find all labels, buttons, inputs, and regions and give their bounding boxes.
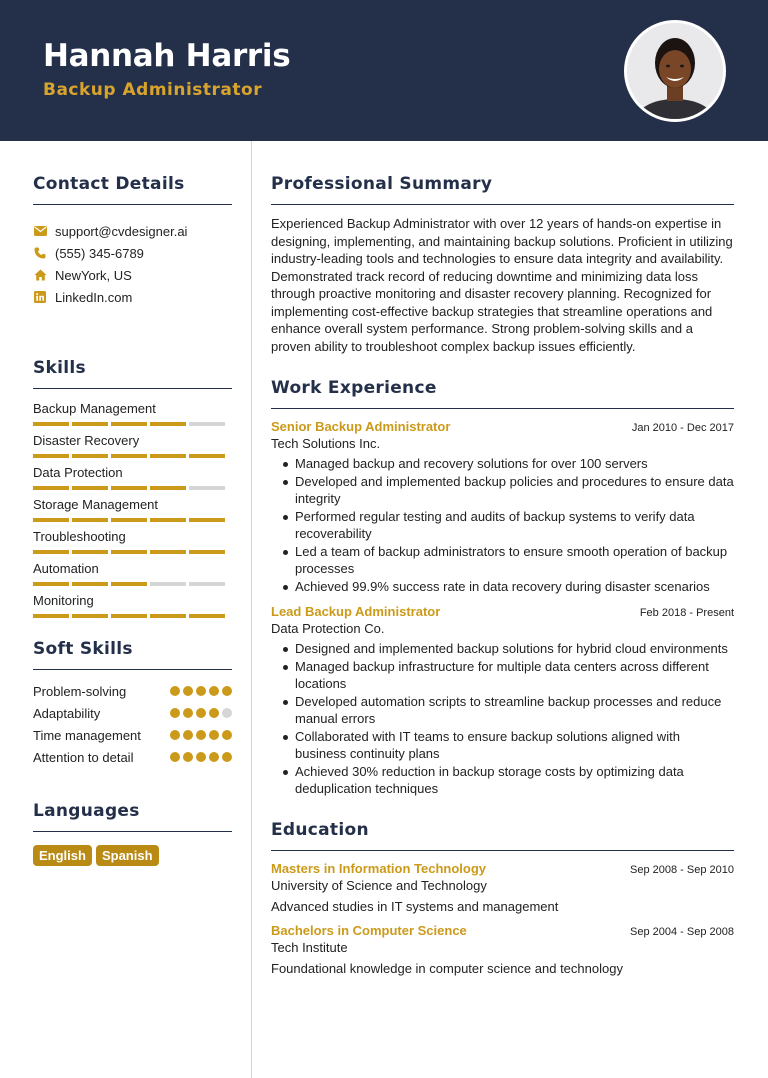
skill-level-segment <box>33 614 69 618</box>
contact-list <box>33 220 232 308</box>
language-badge: English <box>33 845 92 866</box>
skill-level-segment <box>189 550 225 554</box>
skill-level-segment <box>150 550 186 554</box>
skills-title: Skills <box>33 358 232 389</box>
contact-linkedin <box>33 286 232 308</box>
skill-level-segment <box>33 454 69 458</box>
job-bullet: Managed backup and recovery solutions for over 100 servers <box>271 455 734 473</box>
job-bullet: Developed automation scripts to streamline backup processes and reduce manual errors <box>271 693 734 728</box>
skill-level-bar <box>33 486 232 490</box>
skill-level-segment <box>111 486 147 490</box>
summary-title: Professional Summary <box>271 174 734 205</box>
skill-level-segment <box>189 518 225 522</box>
skill-level-segment <box>111 518 147 522</box>
skill-item <box>33 465 232 497</box>
soft-skills-section <box>33 639 232 766</box>
linkedin-icon <box>33 290 47 304</box>
rating-dot <box>183 686 193 696</box>
contact-section <box>33 174 232 308</box>
rating-dot <box>209 730 219 740</box>
soft-skill-rating <box>167 749 232 762</box>
soft-skill-item <box>33 683 232 700</box>
soft-skill-item <box>33 749 232 766</box>
soft-skill-label: Attention to detail <box>33 750 134 765</box>
skill-level-segment <box>150 422 186 426</box>
rating-dot <box>209 708 219 718</box>
job-company: Tech Solutions Inc. <box>271 436 381 451</box>
job-bullets <box>271 640 734 798</box>
rating-dot <box>222 708 232 718</box>
rating-dot <box>196 686 206 696</box>
job-bullet: Managed backup infrastructure for multiple data centers across different locations <box>271 658 734 693</box>
skill-label: Storage Management <box>33 497 159 512</box>
school-name: Tech Institute <box>271 939 348 955</box>
rating-dot <box>196 730 206 740</box>
candidate-role: Backup Administrator <box>43 80 263 100</box>
job-title: Lead Backup Administrator <box>271 604 441 619</box>
rating-dot <box>222 686 232 696</box>
languages-section <box>33 801 232 866</box>
rating-dot <box>170 752 180 762</box>
degree-title: Masters in Information Technology <box>271 860 487 876</box>
languages-title: Languages <box>33 801 232 832</box>
skills-list <box>33 401 232 625</box>
skill-item <box>33 401 232 433</box>
skill-level-segment <box>111 582 147 586</box>
soft-skill-label: Adaptability <box>33 706 101 721</box>
education-section <box>271 820 734 976</box>
job-bullet: Performed regular testing and audits of backup systems to verify data recoverability <box>271 508 734 543</box>
skill-item <box>33 497 232 529</box>
job-entry <box>271 604 734 798</box>
left-column <box>33 174 232 866</box>
work-title: Work Experience <box>271 378 734 409</box>
right-column <box>271 174 734 976</box>
job-bullet: Led a team of backup administrators to ensure smooth operation of backup processes <box>271 543 734 578</box>
job-bullets <box>271 455 734 595</box>
skill-level-segment <box>33 518 69 522</box>
job-bullet: Designed and implemented backup solutions for hybrid cloud environments <box>271 640 734 658</box>
skill-label: Disaster Recovery <box>33 433 140 448</box>
skill-level-segment <box>72 614 108 618</box>
skill-level-segment <box>150 518 186 522</box>
skill-level-segment <box>150 454 186 458</box>
degree-title: Bachelors in Computer Science <box>271 922 467 938</box>
job-date: Feb 2018 - Present <box>639 607 734 619</box>
job-bullet: Developed and implemented backup policies and procedures to ensure data integrity <box>271 473 734 508</box>
education-date: Sep 2008 - Sep 2010 <box>630 863 734 876</box>
education-title: Education <box>271 820 734 851</box>
skill-level-bar <box>33 582 232 586</box>
rating-dot <box>183 752 193 762</box>
education-entry <box>271 861 734 914</box>
skill-level-segment <box>111 614 147 618</box>
contact-email <box>33 220 232 242</box>
skill-level-segment <box>72 422 108 426</box>
education-entry <box>271 923 734 976</box>
profile-photo <box>624 20 726 122</box>
skill-level-bar <box>33 454 232 458</box>
education-date: Sep 2004 - Sep 2008 <box>630 925 734 938</box>
language-badge: Spanish <box>96 845 159 866</box>
skill-level-segment <box>189 422 225 426</box>
education-description: Advanced studies in IT systems and management <box>271 898 559 914</box>
candidate-name: Hannah Harris <box>43 38 291 74</box>
column-divider <box>251 141 252 1078</box>
contact-phone <box>33 242 232 264</box>
contact-linkedin-text[interactable]: LinkedIn.com <box>55 289 133 305</box>
skill-level-segment <box>150 486 186 490</box>
skill-level-segment <box>72 486 108 490</box>
skill-level-bar <box>33 422 232 426</box>
rating-dot <box>183 708 193 718</box>
contact-location <box>33 264 232 286</box>
rating-dot <box>222 730 232 740</box>
home-icon <box>33 268 47 282</box>
skill-level-segment <box>189 582 225 586</box>
skill-level-segment <box>111 422 147 426</box>
soft-skill-item <box>33 727 232 744</box>
phone-icon <box>33 246 47 260</box>
rating-dot <box>170 686 180 696</box>
skill-label: Backup Management <box>33 401 156 416</box>
skill-label: Automation <box>33 561 99 576</box>
soft-skill-label: Time management <box>33 728 141 743</box>
job-date: Jan 2010 - Dec 2017 <box>631 422 734 434</box>
soft-skill-item <box>33 705 232 722</box>
job-bullet: Collaborated with IT teams to ensure backup solutions aligned with business continuity plans <box>271 728 734 763</box>
job-bullet: Achieved 99.9% success rate in data recovery during disaster scenarios <box>271 578 734 596</box>
contact-email-text[interactable]: support@cvdesigner.ai <box>55 223 188 239</box>
skill-label: Monitoring <box>33 593 94 608</box>
envelope-icon <box>33 224 47 238</box>
profile-photo-image <box>627 23 723 119</box>
job-entry <box>271 419 734 595</box>
rating-dot <box>196 752 206 762</box>
rating-dot <box>209 752 219 762</box>
work-section <box>271 378 734 798</box>
skill-level-segment <box>150 614 186 618</box>
rating-dot <box>170 708 180 718</box>
soft-skills-list <box>33 683 232 766</box>
school-name: University of Science and Technology <box>271 877 487 893</box>
job-title: Senior Backup Administrator <box>271 419 451 434</box>
skill-item <box>33 433 232 465</box>
skill-label: Troubleshooting <box>33 529 126 544</box>
skill-level-segment <box>72 582 108 586</box>
skill-level-bar <box>33 550 232 554</box>
languages-list <box>33 845 232 866</box>
rating-dot <box>183 730 193 740</box>
skill-item <box>33 561 232 593</box>
soft-skills-title: Soft Skills <box>33 639 232 670</box>
skill-level-bar <box>33 614 232 618</box>
education-description: Foundational knowledge in computer science and technology <box>271 960 623 976</box>
soft-skill-label: Problem-solving <box>33 684 127 699</box>
contact-location-text: NewYork, US <box>55 267 132 283</box>
skill-level-segment <box>33 582 69 586</box>
rating-dot <box>170 730 180 740</box>
skill-label: Data Protection <box>33 465 123 480</box>
rating-dot <box>196 708 206 718</box>
soft-skill-rating <box>167 705 232 718</box>
skill-level-segment <box>72 518 108 522</box>
soft-skill-rating <box>167 727 232 740</box>
skills-section <box>33 358 232 625</box>
skill-item <box>33 529 232 561</box>
skill-level-segment <box>33 422 69 426</box>
summary-section <box>271 174 734 355</box>
skill-level-segment <box>72 454 108 458</box>
skill-item <box>33 593 232 625</box>
summary-text: Experienced Backup Administrator with over 12 years of hands-on expertise in designing, implementing, and maintaining backup solutions. Proficient in utilizing industry-leading tools and technologies to ensure data integrity and availability. Demonstrated track record of reducing downtime and minimizing data loss through proactive monitoring and disaster recovery planning. Recognized for implementing cost-effective backup strategies that streamline operations and enhance overall system performance. Strong problem-solving skills and a proven ability to troubleshoot complex backup issues efficiently. <box>271 216 733 354</box>
skill-level-bar <box>33 518 232 522</box>
contact-phone-text[interactable]: (555) 345-6789 <box>55 245 144 261</box>
skill-level-segment <box>33 550 69 554</box>
skill-level-segment <box>150 582 186 586</box>
skill-level-segment <box>189 454 225 458</box>
job-bullet: Achieved 30% reduction in backup storage costs by optimizing data deduplication techniques <box>271 763 734 798</box>
contact-title: Contact Details <box>33 174 232 205</box>
skill-level-segment <box>72 550 108 554</box>
job-company: Data Protection Co. <box>271 621 385 636</box>
skill-level-segment <box>189 486 225 490</box>
rating-dot <box>209 686 219 696</box>
skill-level-segment <box>111 550 147 554</box>
skill-level-segment <box>111 454 147 458</box>
soft-skill-rating <box>167 683 232 696</box>
resume-header <box>0 0 768 141</box>
skill-level-segment <box>33 486 69 490</box>
skill-level-segment <box>189 614 225 618</box>
rating-dot <box>222 752 232 762</box>
